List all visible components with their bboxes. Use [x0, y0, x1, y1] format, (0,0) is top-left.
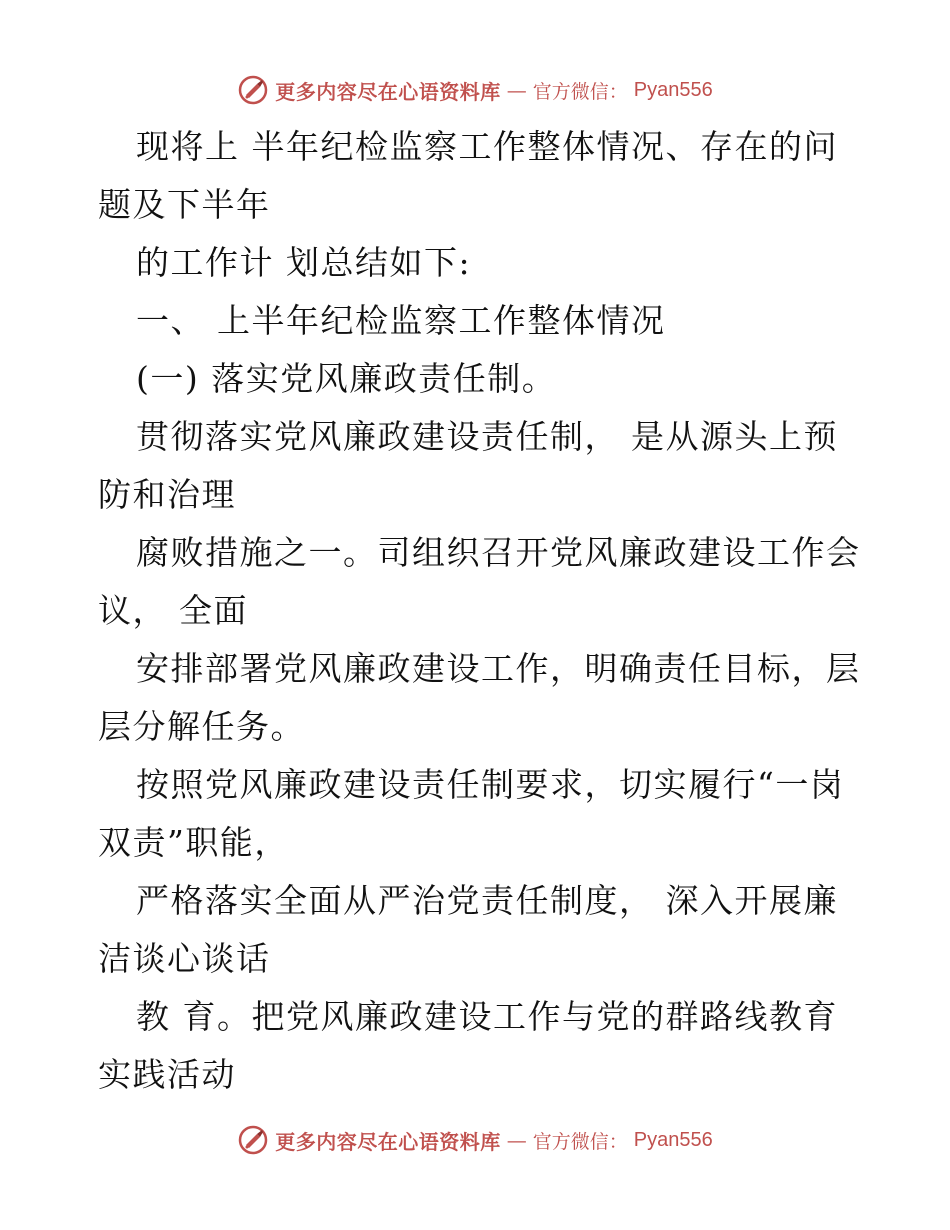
- watermark-logo-icon: [237, 74, 269, 106]
- paragraph-line: 防和治理: [98, 475, 236, 514]
- paragraph-line: 腐败措施之一。司组织召开党风廉政建设工作会: [136, 533, 861, 572]
- watermark-main-text: 更多内容尽在心语资料库: [275, 1129, 501, 1154]
- paragraph-line: 层分解任务。: [98, 707, 305, 746]
- footer-watermark: [0, 1120, 950, 1160]
- document-body: [98, 118, 861, 1104]
- paragraph-line: 贯彻落实党风廉政建设责任制， 是从源头上预: [136, 417, 838, 456]
- section-heading: 一、 上半年纪检监察工作整体情况: [136, 301, 666, 340]
- watermark-code: Pyan556: [633, 1128, 713, 1151]
- watermark-dash: —: [506, 78, 527, 102]
- paragraph-line: 双责”职能，: [98, 823, 289, 862]
- watermark-sub-text: 官方微信：: [532, 1130, 628, 1153]
- paragraph-line: 议， 全面: [98, 591, 248, 630]
- paragraph-line: 教 育。把党风廉政建设工作与党的群路线教育: [136, 997, 838, 1036]
- paragraph-line: 现将上 半年纪检监察工作整体情况、存在的问: [136, 127, 838, 166]
- paragraph-line: 的工作计 划总结如下:: [136, 243, 472, 282]
- watermark-code: Pyan556: [633, 78, 713, 101]
- paragraph-line: 洁谈心谈话: [98, 939, 271, 978]
- paragraph-line: 实践活动: [98, 1055, 236, 1094]
- header-watermark: [0, 70, 950, 110]
- paragraph-line: 按照党风廉政建设责任制要求，切实履行“一岗: [136, 765, 845, 804]
- paragraph-line: 安排部署党风廉政建设工作，明确责任目标，层: [136, 649, 861, 688]
- subsection-heading: (一) 落实党风廉政责任制。: [136, 359, 557, 398]
- watermark-sub-text: 官方微信：: [532, 80, 628, 103]
- watermark-logo-icon: [237, 1124, 269, 1156]
- paragraph-line: 题及下半年: [98, 185, 271, 224]
- paragraph-line: 严格落实全面从严治党责任制度， 深入开展廉: [136, 881, 838, 920]
- watermark-main-text: 更多内容尽在心语资料库: [275, 79, 501, 104]
- watermark-dash: —: [506, 1128, 527, 1152]
